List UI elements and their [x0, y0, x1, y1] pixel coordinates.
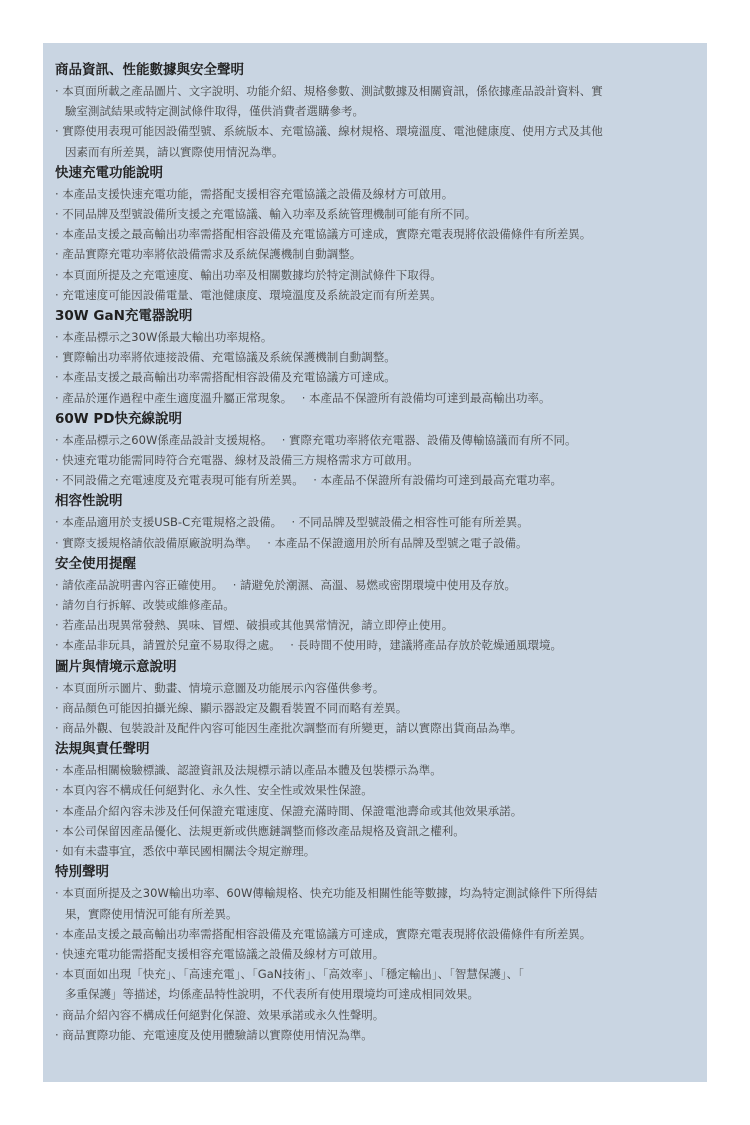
disclaimer-panel — [43, 43, 707, 1082]
disclaimer-line: 多重保護」等描述，均係產品特性說明，不代表所有使用環境均可達成相同效果。 — [65, 987, 479, 1002]
disclaimer-line: · 不同設備之充電速度及充電表現可能有所差異。 · 本產品不保證所有設備均可達到最高充電功率。 — [55, 473, 563, 488]
disclaimer-line: · 本產品支援之最高輸出功率需搭配相容設備及充電協議方可達成，實際充電表現將依設備條件有所差異。 — [55, 926, 592, 941]
section-title: 法規與責任聲明 — [55, 741, 150, 758]
section-body — [55, 512, 695, 552]
disclaimer-line: · 實際使用表現可能因設備型號、系統版本、充電協議、線材規格、環境溫度、電池健康度、使用方式及其他 — [55, 124, 603, 139]
section-body — [55, 184, 695, 305]
section-title: 快速充電功能說明 — [55, 164, 163, 181]
disclaimer-line: · 本頁面所載之產品圖片、文字說明、功能介紹、規格參數、測試數據及相關資訊，係依據產品設計資料、實 — [55, 84, 603, 98]
disclaimer-line: · 本產品適用於支援USB-C充電規格之設備。 · 不同品牌及型號設備之相容性可能有所差異。 — [55, 515, 529, 530]
disclaimer-line: · 快速充電功能需同時符合充電器、線材及設備三方規格需求方可啟用。 — [55, 453, 419, 468]
section-body — [55, 81, 695, 162]
disclaimer-line: 果，實際使用情況可能有所差異。 — [65, 906, 238, 921]
section-body — [55, 327, 695, 408]
disclaimer-line: · 產品於運作過程中產生適度溫升屬正常現象。 · 本產品不保證所有設備均可達到最高輸出功率。 — [55, 390, 551, 405]
section-body — [55, 678, 695, 739]
disclaimer-line: · 本產品非玩具，請置於兒童不易取得之處。 · 長時間不使用時，建議將產品存放於乾燥通風環境。 — [55, 638, 563, 653]
disclaimer-line: · 商品實際功能、充電速度及使用體驗請以實際使用情況為準。 — [55, 1027, 373, 1042]
disclaimer-line: · 不同品牌及型號設備所支援之充電協議、輸入功率及系統管理機制可能有所不同。 — [55, 207, 477, 222]
disclaimer-line: · 本頁面所提及之充電速度、輸出功率及相關數據均於特定測試條件下取得。 — [55, 267, 442, 282]
disclaimer-line: · 本產品支援之最高輸出功率需搭配相容設備及充電協議方可達成，實際充電表現將依設備條件有所差異。 — [55, 227, 592, 242]
disclaimer-line: · 若產品出現異常發熱、異味、冒煙、破損或其他異常情況，請立即停止使用。 — [55, 618, 454, 633]
disclaimer-line: · 本產品相關檢驗標識、認證資訊及法規標示請以產品本體及包裝標示為準。 — [55, 763, 442, 778]
disclaimer-line: · 請依產品說明書內容正確使用。 · 請避免於潮濕、高溫、易燃或密閉環境中使用及存放。 — [55, 577, 517, 592]
disclaimer-line: 驗室測試結果或特定測試條件取得，僅供消費者選購參考。 — [65, 104, 364, 119]
disclaimer-line: · 如有未盡事宜，悉依中華民國相關法令規定辦理。 — [55, 844, 316, 859]
disclaimer-line: · 本頁面如出現「快充」、「高速充電」、「GaN技術」、「高效率」、「穩定輸出」、「智慧保護」、「 — [55, 967, 524, 982]
disclaimer-line: · 本產品支援快速充電功能，需搭配支援相容充電協議之設備及線材方可啟用。 — [55, 186, 454, 201]
section-title: 相容性說明 — [55, 493, 123, 510]
disclaimer-line: · 商品顏色可能因拍攝光線、顯示器設定及觀看裝置不同而略有差異。 — [55, 700, 408, 715]
section-title: 特別聲明 — [55, 864, 109, 881]
section-title: 30W GaN充電器說明 — [55, 308, 193, 325]
section-body — [55, 760, 695, 861]
disclaimer-line: · 充電速度可能因設備電量、電池健康度、環境溫度及系統設定而有所差異。 — [55, 287, 442, 302]
disclaimer-line: · 本頁內容不構成任何絕對化、永久性、安全性或效果性保證。 — [55, 783, 373, 798]
section-body — [55, 575, 695, 656]
disclaimer-line: · 本產品介紹內容未涉及任何保證充電速度、保證充滿時間、保證電池壽命或其他效果承諾。 — [55, 803, 523, 818]
disclaimer-line: · 本產品標示之30W係最大輸出功率規格。 — [55, 330, 273, 345]
section-title: 安全使用提醒 — [55, 555, 136, 572]
section-body — [55, 430, 695, 491]
section-title: 圖片與情境示意說明 — [55, 658, 177, 675]
disclaimer-line: · 產品實際充電功率將依設備需求及系統保護機制自動調整。 — [55, 247, 362, 262]
disclaimer-line: · 本頁面所提及之30W輸出功率、60W傳輸規格、快充功能及相關性能等數據，均為特定測試條件下所得結 — [55, 886, 598, 901]
section-body — [55, 883, 695, 1045]
disclaimer-line: · 商品外觀、包裝設計及配件內容可能因生產批次調整而有所變更，請以實際出貨商品為準。 — [55, 721, 523, 736]
disclaimer-line: · 實際輸出功率將依連接設備、充電協議及系統保護機制自動調整。 — [55, 350, 396, 365]
disclaimer-line: · 請勿自行拆解、改裝或維修產品。 — [55, 598, 235, 613]
disclaimer-line: · 商品介紹內容不構成任何絕對化保證、效果承諾或永久性聲明。 — [55, 1007, 385, 1022]
disclaimer-line: · 本頁面所示圖片、動畫、情境示意圖及功能展示內容僅供參考。 — [55, 680, 385, 695]
disclaimer-line: · 本產品支援之最高輸出功率需搭配相容設備及充電協議方可達成。 — [55, 370, 396, 385]
disclaimer-line: 因素而有所差異，請以實際使用情況為準。 — [65, 144, 284, 159]
section-title: 商品資訊、性能數據與安全聲明 — [55, 62, 244, 78]
disclaimer-line: · 實際支援規格請依設備原廠說明為準。 · 本產品不保證適用於所有品牌及型號之電子設備。 — [55, 535, 528, 550]
section-title: 60W PD快充線說明 — [55, 410, 182, 427]
disclaimer-line: · 快速充電功能需搭配支援相容充電協議之設備及線材方可啟用。 — [55, 946, 385, 961]
disclaimer-line: · 本產品標示之60W係產品設計支援規格。 · 實際充電功率將依充電器、設備及傳輸協議而有所不同。 — [55, 432, 577, 447]
disclaimer-line: · 本公司保留因產品優化、法規更新或供應鏈調整而修改產品規格及資訊之權利。 — [55, 823, 465, 838]
